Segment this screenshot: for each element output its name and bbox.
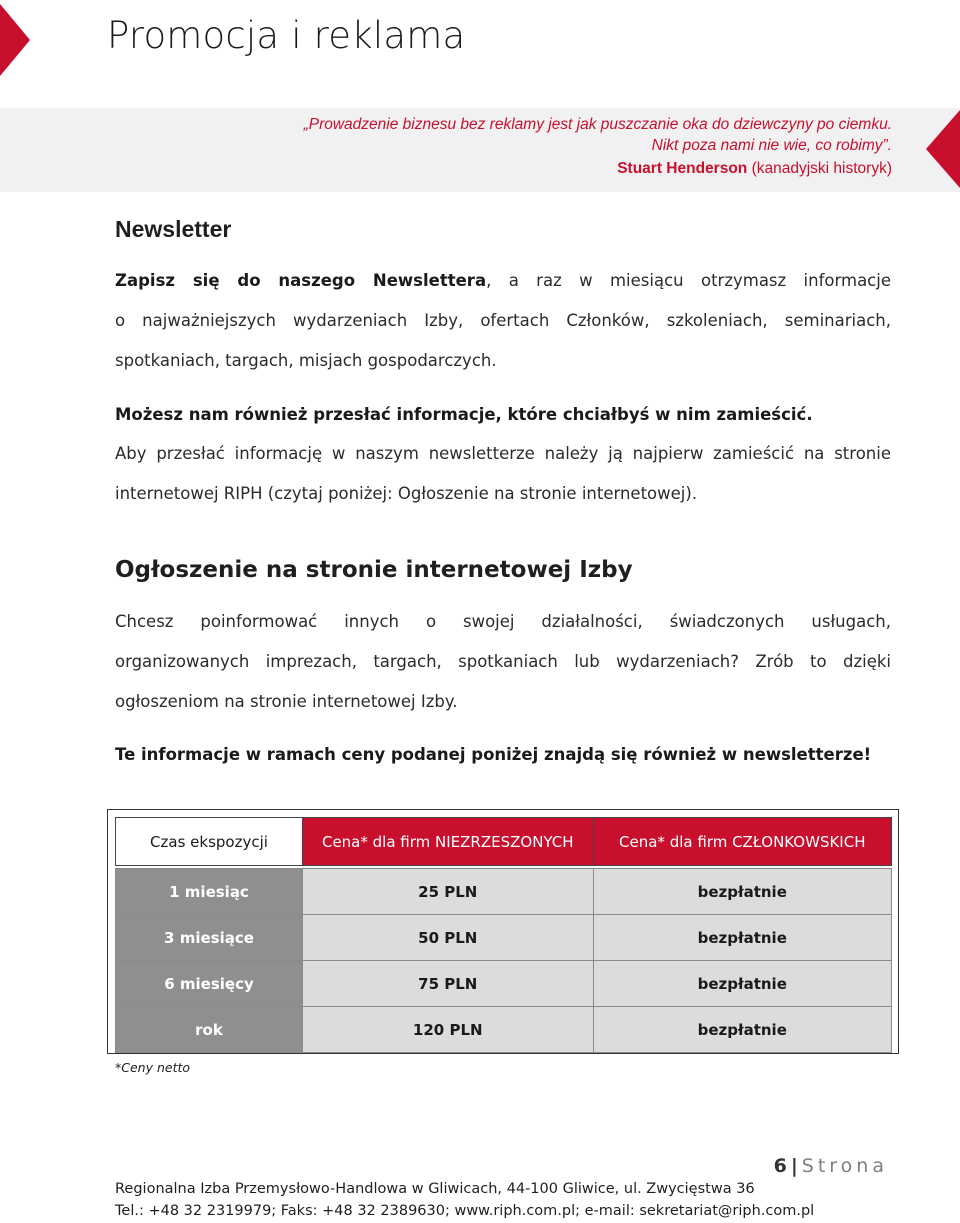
price-member-cell: bezpłatnie xyxy=(593,961,891,1007)
table-row xyxy=(116,961,892,1007)
table-row xyxy=(116,869,892,915)
price-member-cell: bezpłatnie xyxy=(593,915,891,961)
quote-line-1: „Prowadzenie biznesu bez reklamy jest jak puszczanie oka do dziewczyny po ciemku. xyxy=(303,116,892,133)
header-price-members: Cena* dla firm CZŁONKOWSKICH xyxy=(593,818,891,866)
newsletter-p3-line1: Aby przesłać informację w naszym newsletterze należy ją najpierw zamieścić na stronie xyxy=(115,444,891,463)
price-table xyxy=(115,817,892,1053)
right-chevron-arrow-icon xyxy=(926,110,960,188)
duration-cell: 3 miesiące xyxy=(116,915,303,961)
quote-author: Stuart Henderson xyxy=(617,160,748,177)
header-exposure-time: Czas ekspozycji xyxy=(116,818,303,866)
page-number xyxy=(774,1155,888,1177)
newsletter-p1-line3: spotkaniach, targach, misjach gospodarczych. xyxy=(115,351,497,370)
announcement-p1-line3: ogłoszeniom na stronie internetowej Izby. xyxy=(115,692,458,711)
duration-cell: 6 miesięcy xyxy=(116,961,303,1007)
newsletter-paragraph-3 xyxy=(115,434,891,514)
price-member-cell: bezpłatnie xyxy=(593,869,891,915)
announcement-p1-line2: organizowanych imprezach, targach, spotkaniach lub wydarzeniach? Zrób to dzięki xyxy=(115,652,891,671)
duration-cell: rok xyxy=(116,1007,303,1053)
quote-author-role: (kanadyjski historyk) xyxy=(747,160,892,177)
footer-address: Regionalna Izba Przemysłowo-Handlowa w Gliwicach, 44-100 Gliwice, ul. Zwycięstwa 36 xyxy=(115,1181,755,1197)
price-table-header-row xyxy=(116,818,892,866)
table-row xyxy=(116,915,892,961)
quote-line-2: Nikt poza nami nie wie, co robimy”. xyxy=(651,137,892,154)
header-price-non-members: Cena* dla firm NIEZRZESZONYCH xyxy=(302,818,593,866)
newsletter-signup-bold: Zapisz się do naszego Newslettera xyxy=(115,271,487,290)
price-member-cell: bezpłatnie xyxy=(593,1007,891,1053)
announcement-p1-line1: Chcesz poinformować innych o swojej działalności, świadczonych usługach, xyxy=(115,612,891,631)
page-number-word: Strona xyxy=(801,1155,888,1177)
page-number-separator: | xyxy=(790,1155,798,1177)
announcement-paragraph xyxy=(115,602,891,722)
newsletter-p1-line1 xyxy=(115,261,891,301)
newsletter-paragraph xyxy=(115,261,891,381)
page-title: Promocja i reklama xyxy=(107,14,466,57)
duration-cell: 1 miesiąc xyxy=(116,869,303,915)
price-non-member-cell: 120 PLN xyxy=(302,1007,593,1053)
newsletter-p1-line2: o najważniejszych wydarzeniach Izby, ofertach Członków, szkoleniach, seminariach, xyxy=(115,311,891,330)
left-chevron-arrow-icon xyxy=(0,4,30,76)
page-number-value: 6 xyxy=(773,1155,787,1177)
net-price-note: *Ceny netto xyxy=(115,1060,191,1075)
table-row xyxy=(116,1007,892,1053)
announcement-newsletter-note-bold: Te informacje w ramach ceny podanej poniżej znajdą się również w newsletterze! xyxy=(115,745,872,764)
newsletter-heading: Newsletter xyxy=(115,216,232,242)
announcement-heading: Ogłoszenie na stronie internetowej Izby xyxy=(115,557,633,583)
price-non-member-cell: 50 PLN xyxy=(302,915,593,961)
newsletter-p3-line2: internetowej RIPH (czytaj poniżej: Ogłoszenie na stronie internetowej). xyxy=(115,484,698,503)
newsletter-submit-info-bold: Możesz nam również przesłać informacje, które chciałbyś w nim zamieścić. xyxy=(115,405,813,424)
price-non-member-cell: 25 PLN xyxy=(302,869,593,915)
price-non-member-cell: 75 PLN xyxy=(302,961,593,1007)
footer-contact: Tel.: +48 32 2319979; Faks: +48 32 2389630; www.riph.com.pl; e-mail: sekretariat@riph.com.pl xyxy=(115,1203,815,1219)
quote-attribution xyxy=(617,160,892,178)
newsletter-p1-line1-rest: , a raz w miesiącu otrzymasz informacje xyxy=(486,271,891,290)
